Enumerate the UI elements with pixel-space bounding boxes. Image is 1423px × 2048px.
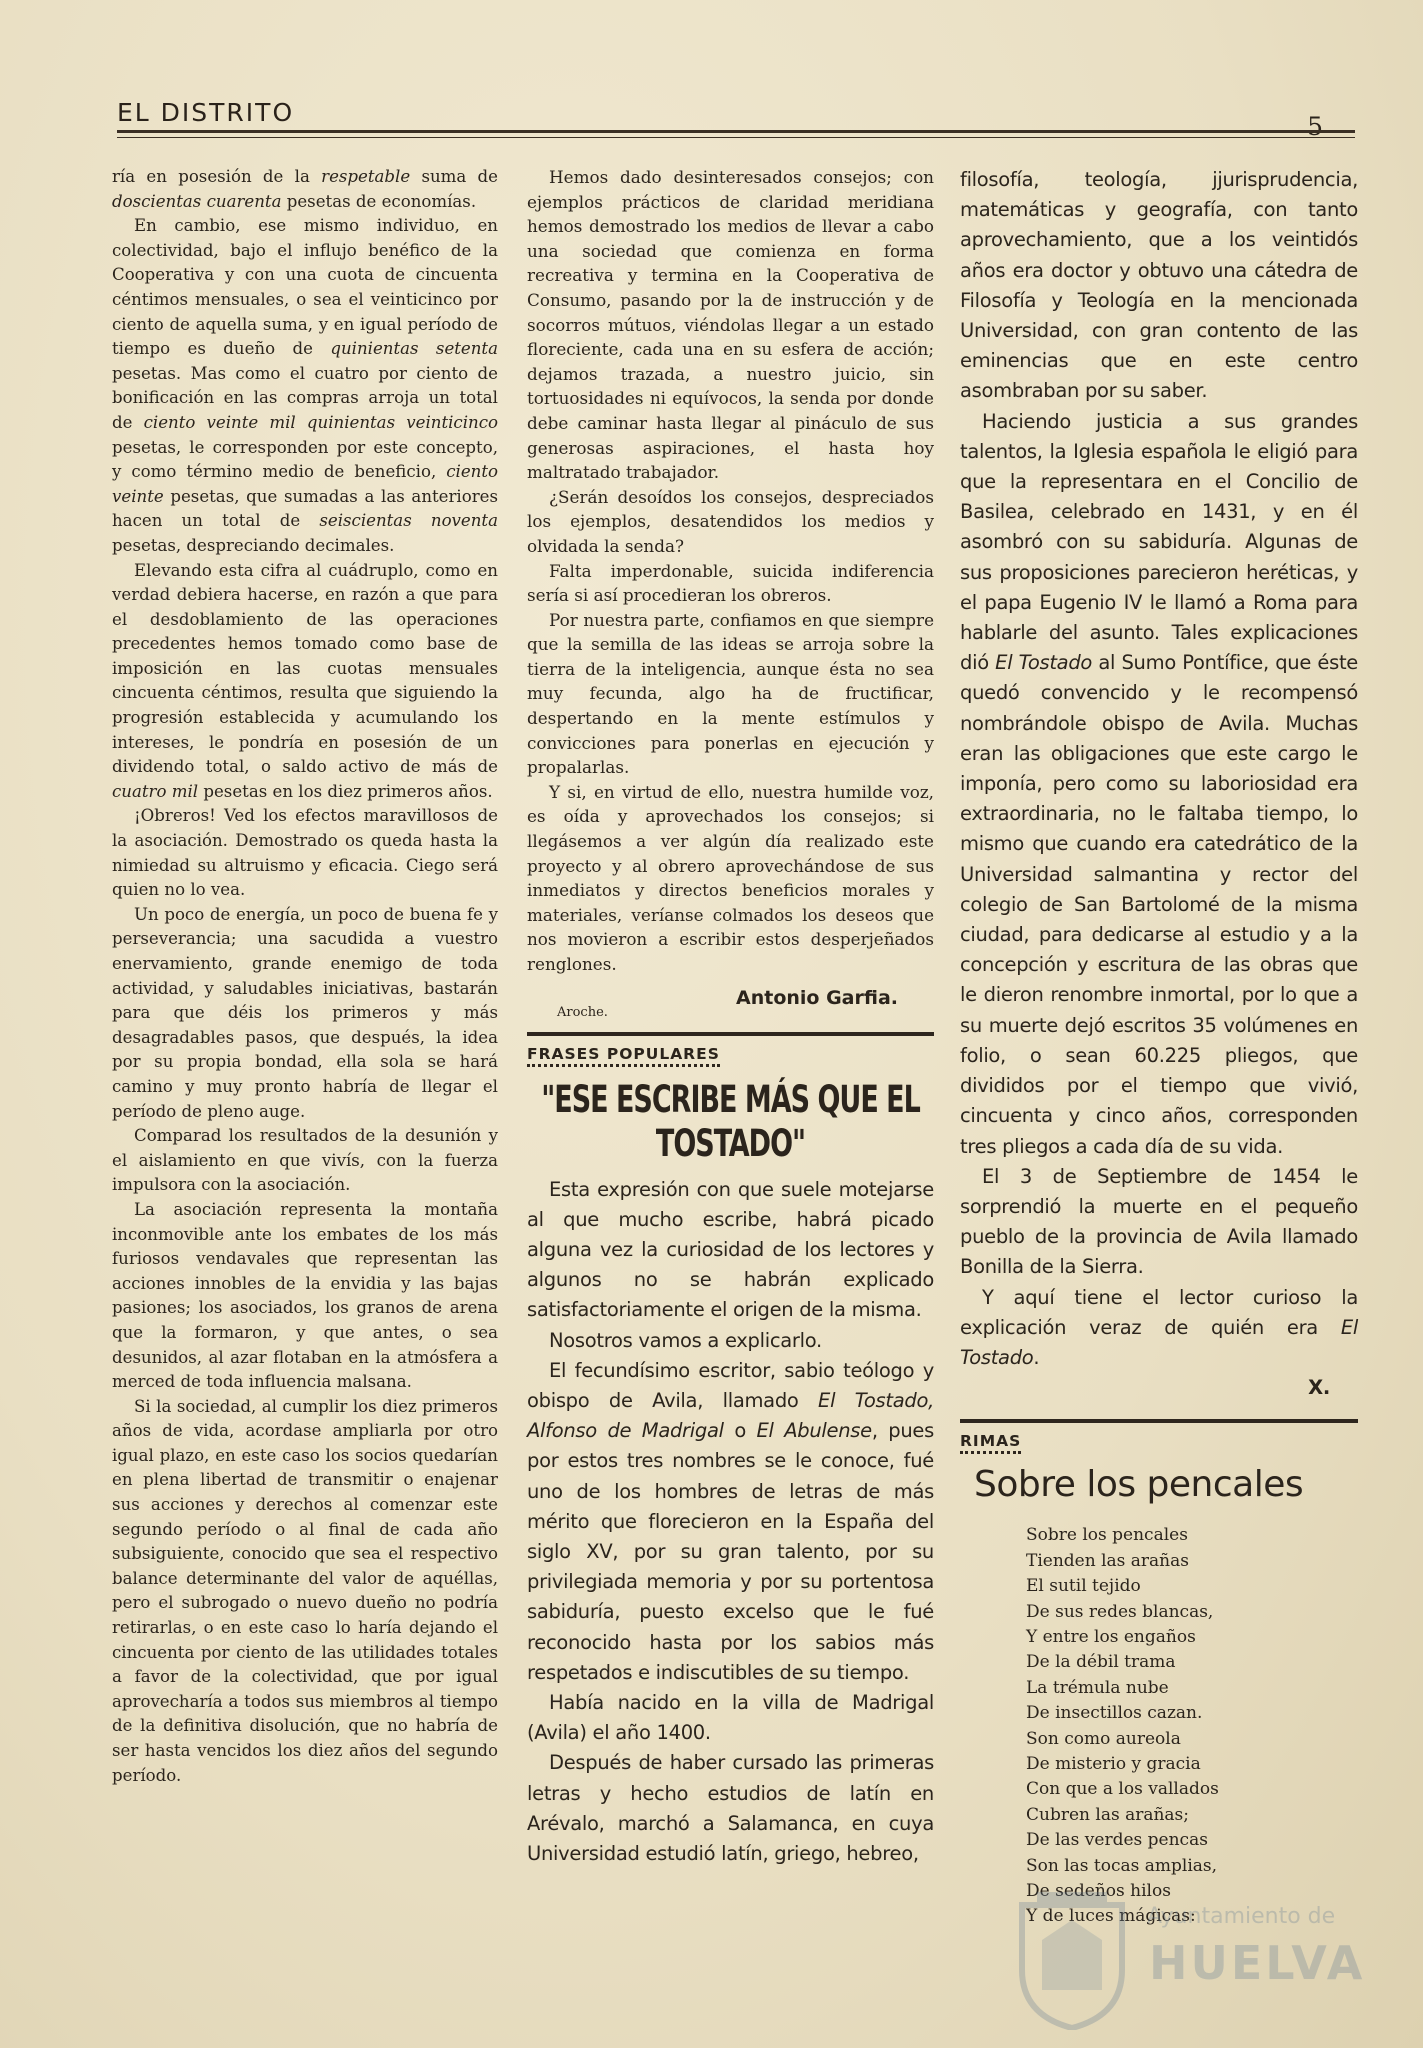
poem-line: De misterio y gracia (1026, 1753, 1201, 1774)
watermark (1012, 1890, 1366, 2030)
article-paragraph: Nosotros vamos a explicarlo. (549, 1328, 822, 1352)
header-rule-thin (117, 137, 1355, 138)
poem-line: De la débil trama (1026, 1652, 1176, 1673)
article-paragraph: Haciendo justicia a sus grandes talentos, la Iglesia española le eligió para que la representara en el Concilio de Basilea, celebrado en 1431, y en él asombró con su sabiduría. Algunas de sus proposiciones parecieron heréticas, y el papa Eugenio IV le llamó a Roma para hablarle del asunto. Tales explicaciones dió El Tostado al Sumo Pontífice, que éste quedó convencido y le recompensó nombrándole obispo de Avila. Muchas eran las obligaciones que este cargo le imponía, pero como su laboriosidad era extraordinaria, no le faltaba tiempo, lo mismo que cuando era catedrático de la Universidad salmantina y rector del colegio de San Bartolomé de la misma ciudad, para dedicarse al estudio y a la concepción y escritura de las obras que le dieron renombre inmortal, por lo que a su muerte dejó escritos 35 volúmenes en folio, o sean 60.225 pliegos, que divididos por el tiempo que vivió, cincuenta y cinco años, corresponden tres pliegos a cada día de su vida. (960, 409, 1358, 1158)
poem (1026, 1523, 1358, 1930)
poem-line: La trémula nube (1026, 1677, 1169, 1698)
column-2 (527, 165, 934, 1869)
header-rule (117, 130, 1355, 133)
column-3 (960, 165, 1358, 1930)
poem-line: De insectillos cazan. (1026, 1703, 1203, 1724)
poem-line: Son las tocas amplias, (1026, 1855, 1218, 1876)
section-tag-frases: FRASES POPULARES (527, 1045, 720, 1067)
author-signature: Antonio Garfia. (736, 986, 898, 1009)
frases-continuation (960, 165, 1358, 1403)
article-paragraph: Después de haber cursado las primeras letras y hecho estudios de latín en Arévalo, marchó a Salamanca, en cuya Universidad estudió latín, griego, hebreo, (527, 1751, 934, 1866)
article-paragraph: Falta imperdonable, suicida indiferencia sería si así procedieran los obreros. (527, 560, 934, 606)
watermark-line2: HUELVA (1149, 1936, 1366, 1990)
watermark-line1: Ayuntamiento de (1147, 1904, 1336, 1929)
article-paragraph: En cambio, ese mismo individuo, en colectividad, bajo el influjo benéfico de la Cooperativa y con una cuota de cincuenta céntimos mensuales, o sea el veinticinco por ciento de aquella suma, y en igual período de tiempo es dueño de quinientas setenta pesetas. Mas como el cuatro por ciento de bonificación en las compras arroja un total de ciento veinte mil quinientas veinticinco pesetas, le corresponden por este concepto, y como término medio de beneficio, ciento veinte pesetas, que sumadas a las anteriores hacen un total de seiscientas noventa pesetas, despreciando decimales. (112, 216, 498, 555)
poem-line: Tienden las arañas (1026, 1550, 1189, 1571)
article-paragraph: ría en posesión de la respetable suma de doscientas cuarenta pesetas de economías. (112, 167, 499, 211)
poem-line: De las verdes pencas (1026, 1830, 1208, 1851)
frases-body (527, 1175, 934, 1870)
poem-line: De sus redes blancas, (1026, 1601, 1214, 1622)
article-paragraph: Esta expresión con que suele motejarse al que mucho escribe, habrá picado alguna vez la curiosidad de los lectores y algunos no se habrán explicado satisfactoriamente el origen de la misma. (527, 1177, 934, 1322)
article-paragraph: Elevando esta cifra al cuádruplo, como en verdad debiera hacerse, en razón a que para el desdoblamiento de las operaciones precedentes hemos tomado como base de imposición en las cuotas mensuales cincuenta céntimos, resulta que siguiendo la progresión establecida y acumulando los intereses, le pondría en posesión de un dividendo total, o saldo activo de más de cuatro mil pesetas en los diez primeros años. (112, 560, 498, 801)
poem-line: Cubren las arañas; (1026, 1804, 1190, 1825)
poem-line: Con que a los vallados (1026, 1779, 1219, 1800)
article-paragraph: ¿Serán desoídos los consejos, despreciados los ejemplos, desatendidos los medios y olvidada la senda? (527, 486, 934, 556)
article-paragraph: Había nacido en la villa de Madrigal (Avila) el año 1400. (527, 1691, 934, 1745)
poem-line: De sedeños hilos (1026, 1881, 1171, 1902)
article-paragraph: Y si, en virtud de ello, nuestra humilde voz, es oída y aprovechados los consejos; si llegásemos a ver algún día realizado este proyecto y al obrero aprovechándose de sus inmediatos y directos beneficios morales y materiales, veríanse colmados los deseos que nos movieron a escribir estos desperjeñados renglones. (527, 781, 934, 974)
article-conclusion (527, 165, 934, 977)
poem-line: Y de luces mágicas: (1026, 1906, 1196, 1927)
poem-title: Sobre los pencales (974, 1464, 1304, 1506)
section-divider (960, 1419, 1358, 1423)
article-paragraph: Un poco de energía, un poco de buena fe y perseverancia; una sacudida a vuestro enervamiento, grande enemigo de toda actividad, y saludables iniciativas, bastarán para que déis los primeros y más desagradables pasos, que después, la idea por su propia bondad, ella sola se hará camino y muy pronto habría de llegar el período de pleno auge. (112, 904, 498, 1121)
author-signature: X. (1308, 1376, 1330, 1400)
poem-line: Sobre los pencales (1026, 1525, 1188, 1546)
article-paragraph: La asociación representa la montaña inconmovible ante los embates de los más furiosos vendavales que representan las acciones innobles de la envidia y las bajas pasiones; los asociados, los granos de arena que la formaron, y que antes, o sea desunidos, al azar flotaban en la atmósfera a merced de toda influencia malsana. (112, 1199, 498, 1392)
masthead: EL DISTRITO (117, 98, 295, 127)
article-paragraph: Hemos dado desinteresados consejos; con ejemplos prácticos de claridad meridiana hemos demostrado los medios de llevar a cabo una sociedad que comienza en forma recreativa y termina en la Cooperativa de Consumo, pasando por la de instrucción y de socorros mútuos, viéndolas llegar a un estado floreciente, cada una en su esfera de acción; dejamos trazada, a nuestro juicio, sin tortuosidades ni equívocos, la senda por donde debe caminar hasta llegar al pináculo de sus generosas aspiraciones, el hasta hoy maltratado trabajador. (527, 167, 934, 483)
article-paragraph: Comparad los resultados de la desunión y el aislamiento en que vivís, con la fuerza impulsora con la asociación. (112, 1126, 498, 1195)
article-paragraph: ¡Obreros! Ved los efectos maravillosos de la asociación. Demostrado os queda hasta la nimiedad su altruismo y eficacia. Ciego será quien no lo vea. (112, 806, 498, 900)
coat-of-arms-icon (1012, 1890, 1132, 2030)
article-paragraph: Por nuestra parte, confiamos en que siempre que la semilla de las ideas se arroja sobre la tierra de la inteligencia, aunque ésta no sea muy fecunda, algo ha de fructificar, despertando en la mente estímulos y convicciones para ponerlas en ejecución y propalarlas. (527, 609, 934, 778)
article-paragraph: El 3 de Septiembre de 1454 le sorprendió la muerte en el pequeño pueblo de la provincia de Avila llamado Bonilla de la Sierra. (960, 1164, 1358, 1279)
article-paragraph: Si la sociedad, al cumplir los diez primeros años de vida, acordase ampliarla por otro igual plazo, en este caso los socios quedarían en plena libertad de transmitir o enajenar sus acciones y derechos al comenzar este segundo período o al final de cada año subsiguiente, conocido que sea el respectivo balance determinante del valor de aquéllas, pero el subrogado o nuevo dueño no podría retirarlas, o en este caso lo haría dejando el cincuenta por ciento de las utilidades totales a favor de la colectividad, que por igual aprovecharía a todos sus miembros al tiempo de la definitiva disolución, que no habría de ser hasta vencidos los diez años del segundo período. (112, 1396, 498, 1785)
poem-line: Son como aureola (1026, 1728, 1181, 1749)
column-1 (112, 165, 498, 1788)
article-paragraph: filosofía, teología, jjurisprudencia, matemáticas y geografía, con tanto aprovechamiento, que a los veintidós años era doctor y obtuvo una cátedra de Filosofía y Teología en la mencionada Universidad, con gran contento de las eminencias que en este centro asombraban por su saber. (960, 168, 1358, 403)
article-paragraph: Y aquí tiene el lector curioso la explicación veraz de quién era El Tostado. (960, 1285, 1358, 1369)
section-tag-rimas: RIMAS (960, 1432, 1021, 1454)
article-headline: "ESE ESCRIBE MÁS QUE EL TOSTADO" (541, 1077, 920, 1166)
author-place: Aroche. (557, 1004, 608, 1020)
page-number: 5 (1307, 112, 1323, 141)
section-divider (527, 1032, 934, 1036)
poem-line: El sutil tejido (1026, 1576, 1141, 1597)
article-paragraph: El fecundísimo escritor, sabio teólogo y obispo de Avila, llamado El Tostado, Alfonso de Madrigal o El Abulense, pues por estos tres nombres se le conoce, fué uno de los hombres de letras de más mérito que florecieron en la España del siglo XV, por su gran talento, por su privilegiada memoria y por su portentosa sabiduría, puesto excelso que le fué reconocido hasta por los sabios más respetados e indiscutibles de su tiempo. (527, 1358, 934, 1684)
poem-line: Y entre los engaños (1026, 1626, 1196, 1647)
